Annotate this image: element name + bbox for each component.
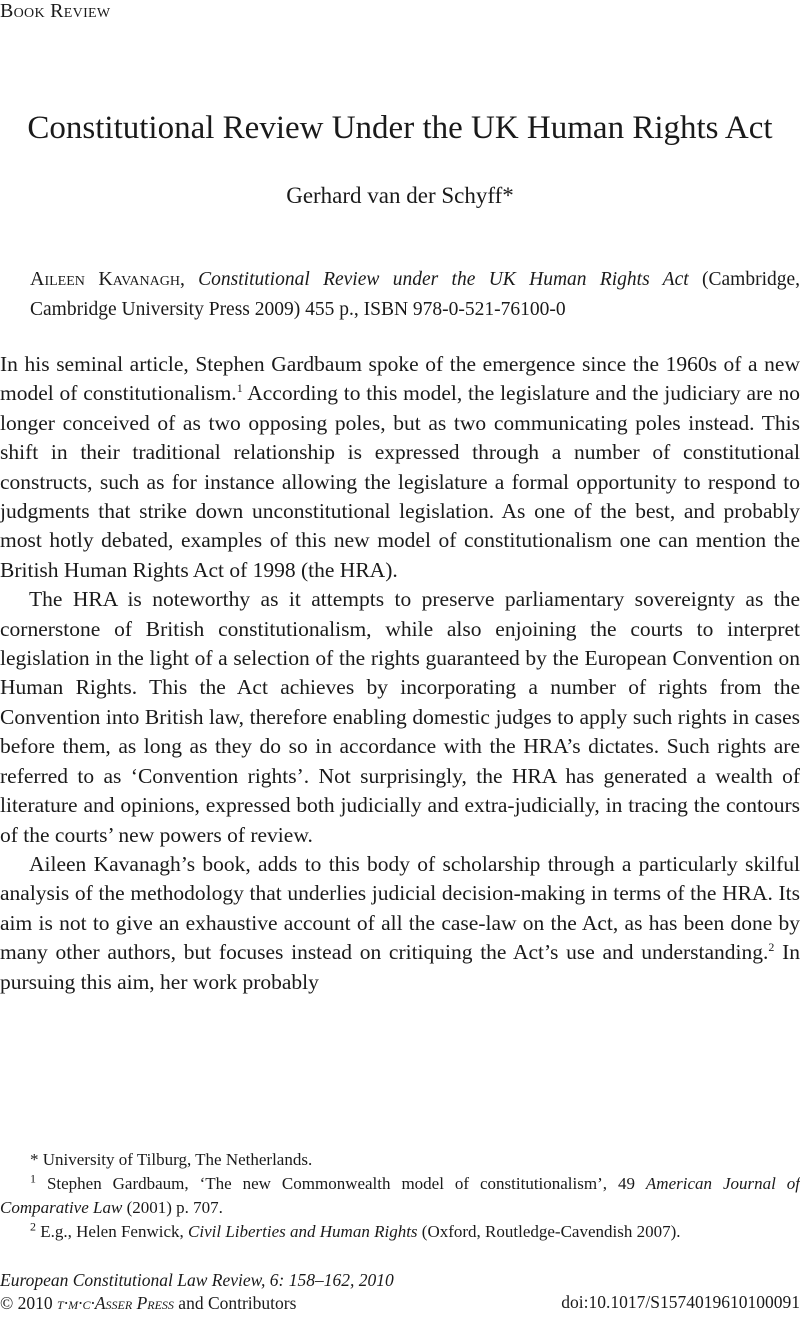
- footnote-2-text-b: (Oxford, Routledge-Cavendish 2007).: [417, 1222, 681, 1241]
- footnote-2: [0, 1220, 800, 1244]
- footnote-1-text-a: Stephen Gardbaum, ‘The new Commonwealth model of constitutionalism’, 49: [36, 1174, 646, 1193]
- publisher-name: t·m·c·Asser Press: [57, 1293, 174, 1313]
- paragraph-2: The HRA is noteworthy as it attempts to preserve parliamentary sovereignty as the cornerstone of British constitutionalism, while also enjoining the courts to interpret legislation in the light of a selection of the rights guaranteed by the European Convention on Human Rights. This the Act achieves by incorporating a number of rights from the Convention into British law, therefore enabling domestic judges to apply such rights in cases before them, as long as they do so in accordance with the HRA’s dictates. Such rights are referred to as ‘Convention rights’. Not surprisingly, the HRA has generated a wealth of literature and opinions, expressed both judicially and extra-judicially, in tracing the contours of the courts’ new powers of review.: [0, 587, 800, 847]
- paragraph-1: [0, 350, 800, 585]
- reviewed-book-title: Constitutional Review under the UK Human Rights Act: [198, 269, 689, 290]
- body-text: [0, 350, 800, 997]
- footnote-2-text-a: E.g., Helen Fenwick,: [36, 1222, 189, 1241]
- copyright-prefix: © 2010: [0, 1293, 58, 1313]
- footnote-1-text-b: (2001) p. 707.: [122, 1198, 223, 1217]
- paragraph-1-text-b: According to this model, the legislature and the judiciary are no longer conceived of as two opposing poles, but as two communicating poles instead. This shift in their traditional relationship is expressed through a number of constitutional constructs, such as for instance allowing the legislature a formal opportunity to respond to judgments that strike down unconstitutional legislation. As one of the best, and probably most hotly debated, examples of this new model of constitutionalism one can mention the British Human Rights Act of 1998 (the HRA).: [0, 381, 800, 582]
- article-author: Gerhard van der Schyff*: [286, 183, 514, 208]
- running-head: Book Review: [0, 0, 111, 22]
- reviewed-book-citation: Aileen Kavanagh, Constitutional Review under the UK Human Rights Act (Cambridge, Cambridge University Press 2009) 455 p., ISBN 978-0-521-76100-0: [30, 268, 800, 320]
- footnote-star: * University of Tilburg, The Netherlands.: [30, 1150, 313, 1169]
- footnote-1-journal: American Journal of Comparative Law: [0, 1174, 800, 1217]
- footnote-ref-1[interactable]: 1: [236, 381, 243, 396]
- doi[interactable]: doi:10.1017/S1574019610100091: [561, 1292, 800, 1312]
- footnote-2-title: Civil Liberties and Human Rights: [188, 1222, 418, 1241]
- paragraph-3: [0, 850, 800, 997]
- article-title: Constitutional Review Under the UK Human Rights Act: [27, 110, 773, 146]
- paragraph-3-text-a: Aileen Kavanagh’s book, adds to this body of scholarship through a particularly skilful analysis of the methodology that underlies judicial decision-making in terms of the HRA. Its aim is not to give an exhaustive account of all the case-law on the Act, as has been done by many other authors, but focuses instead on critiquing the Act’s use and understanding.: [0, 851, 800, 965]
- reviewed-book-details: (Cambridge, Cambridge University Press 2009) 455 p., ISBN 978-0-521-76100-0: [30, 269, 800, 320]
- footnote-2-mark: 2: [30, 1219, 36, 1234]
- footnote-1-mark: 1: [30, 1171, 36, 1186]
- footnote-ref-2[interactable]: 2: [768, 939, 775, 954]
- paragraph-1-text-a: In his seminal article, Stephen Gardbaum spoke of the emergence since the 1960s of a new model of constitutionalism.: [0, 352, 800, 406]
- footnotes: [0, 1148, 800, 1244]
- footnote-1: [0, 1172, 800, 1220]
- paragraph-3-text-b: In pursuing this aim, her work probably: [0, 940, 800, 994]
- reviewed-book-author: Aileen Kavanagh: [30, 268, 180, 290]
- copyright-suffix: and Contributors: [173, 1293, 297, 1313]
- journal-name: European Constitutional Law Review, 6: 158–162, 2010: [0, 1270, 394, 1290]
